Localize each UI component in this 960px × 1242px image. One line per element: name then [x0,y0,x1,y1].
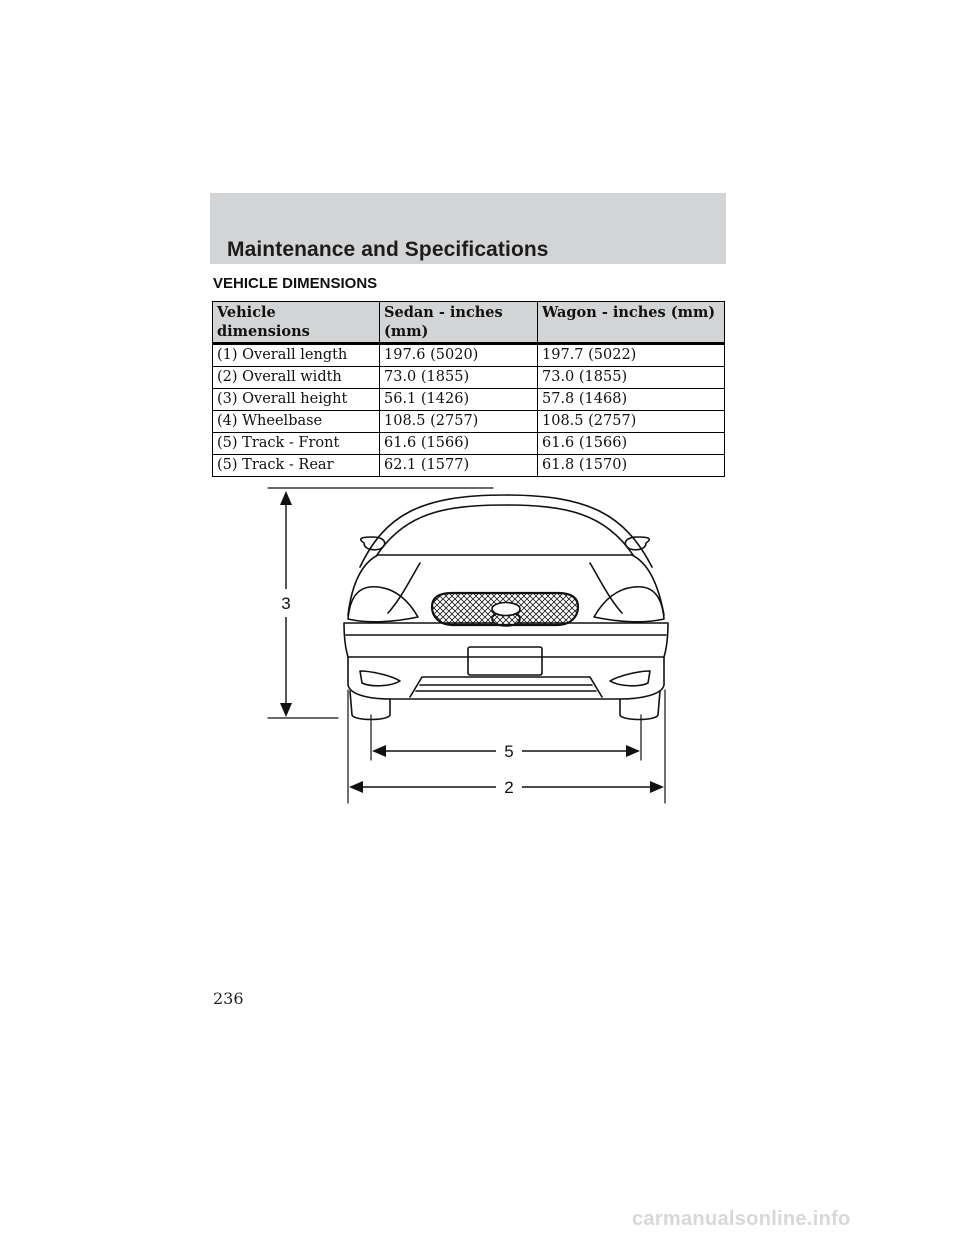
column-header: Wagon - inches (mm) [538,302,725,344]
height-arrow-top [280,491,292,505]
table-cell: (4) Wheelbase [213,411,380,433]
table-cell: 56.1 (1426) [380,389,538,411]
table-cell: 197.7 (5022) [538,344,725,367]
height-label: 3 [281,594,291,613]
track-label: 5 [504,742,514,761]
table-cell: 61.8 (1570) [538,455,725,477]
left-fog-lamp [360,671,400,686]
width-arrow-right [650,781,664,793]
table-cell: (3) Overall height [213,389,380,411]
watermark: carmanualsonline.info [632,1208,851,1230]
hood-crease-right [590,563,622,613]
left-mirror [361,537,385,550]
grille-emblem [492,603,520,616]
track-arrow-left [372,745,386,757]
hood-crease-left [388,563,420,613]
page-number: 236 [213,989,244,1008]
page-header-title: Maintenance and Specifications [227,238,549,261]
table-row [213,433,725,455]
windshield-outline [377,505,633,555]
table-cell: 197.6 (5020) [380,344,538,367]
width-arrow-left [349,781,363,793]
table-row [213,411,725,433]
height-arrow-bottom [280,703,292,717]
table-header-row [213,302,725,344]
table-cell: 73.0 (1855) [380,367,538,389]
table-row [213,344,725,367]
header-band [210,193,726,264]
table-cell: (5) Track - Rear [213,455,380,477]
track-arrow-right [626,745,640,757]
table-cell: 108.5 (2757) [380,411,538,433]
table-row [213,389,725,411]
table-cell: 108.5 (2757) [538,411,725,433]
table-cell: (2) Overall width [213,367,380,389]
table-row [213,367,725,389]
table-cell: 62.1 (1577) [380,455,538,477]
license-plate [468,647,542,675]
right-headlamp [594,587,664,622]
table-row [213,455,725,477]
right-tire [620,691,660,720]
left-headlamp [348,587,418,622]
section-title: VEHICLE DIMENSIONS [213,275,378,292]
table-cell: 61.6 (1566) [538,433,725,455]
table-cell: 73.0 (1855) [538,367,725,389]
column-header: Vehicle dimensions [213,302,380,344]
dimensions-table [212,301,725,477]
lower-grille [410,677,602,697]
width-label: 2 [504,778,514,797]
left-tire [350,691,390,720]
table-cell: (5) Track - Front [213,433,380,455]
table-cell: (1) Overall length [213,344,380,367]
table-cell: 57.8 (1468) [538,389,725,411]
table-cell: 61.6 (1566) [380,433,538,455]
right-fog-lamp [610,671,650,686]
column-header: Sedan - inches (mm) [380,302,538,344]
vehicle-front-diagram [260,485,680,810]
